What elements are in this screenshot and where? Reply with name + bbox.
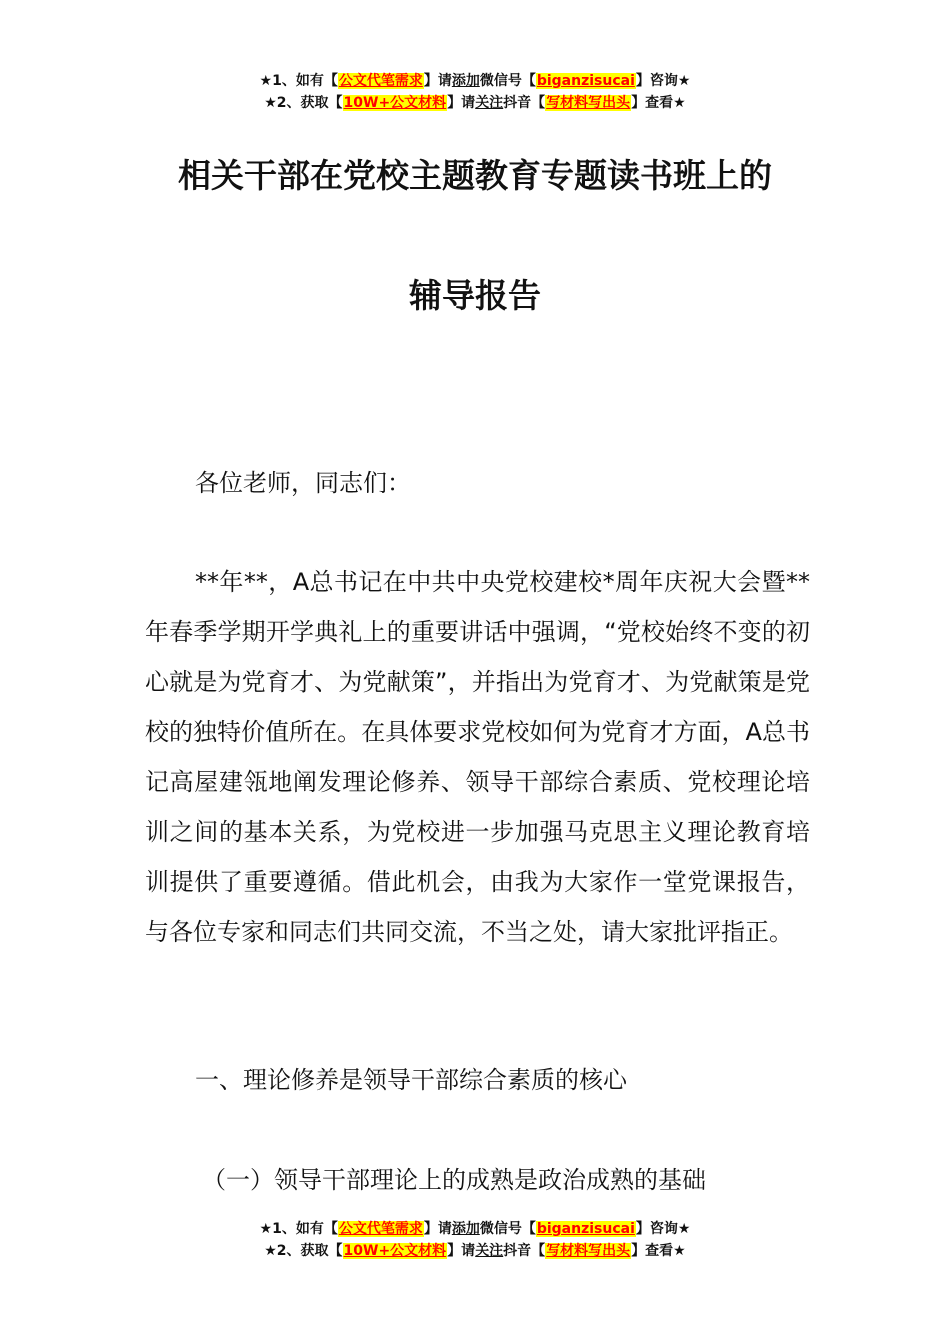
banner-line-2 bbox=[0, 92, 950, 114]
banner-text: ★2、获取【 bbox=[264, 1243, 343, 1259]
header-banner bbox=[0, 70, 950, 114]
banner-highlight: 公文代笔需求 bbox=[338, 73, 423, 89]
greeting: 各位老师，同志们： bbox=[195, 469, 411, 497]
footer-banner bbox=[0, 1218, 950, 1262]
body-paragraph: **年**，A总书记在中共中央党校建校*周年庆祝大会暨**年春季学期开学典礼上的重要讲话中强调，“党校始终不变的初心就是为党育才、为党献策”，并指出为党育才、为党献策是党校的独特价值所在。在具体要求党校如何为党育才方面，A总书记高屋建瓴地阐发理论修养、领导干部综合素质、党校理论培训之间的基本关系，为党校进一步加强马克思主义理论教育培训提供了重要遵循。借此机会，由我为大家作一堂党课报告，与各位专家和同志们共同交流，不当之处，请大家批评指正。 bbox=[145, 568, 810, 946]
banner-line-1 bbox=[0, 1218, 950, 1240]
banner-text: 】咨询★ bbox=[635, 1221, 691, 1237]
banner-line-2 bbox=[0, 1240, 950, 1262]
banner-text: ★2、获取【 bbox=[264, 95, 343, 111]
banner-underlined: 关注 bbox=[475, 95, 504, 111]
banner-highlight: 10W+公文材料 bbox=[343, 1243, 447, 1259]
document-title-line-2: 辅导报告 bbox=[409, 276, 541, 315]
banner-highlight: biganzisucai bbox=[536, 1221, 635, 1237]
banner-text: 】查看★ bbox=[631, 1243, 686, 1259]
banner-line-1 bbox=[0, 70, 950, 92]
banner-text: 微信号【 bbox=[479, 73, 536, 89]
banner-text: 】咨询★ bbox=[635, 73, 691, 89]
banner-text: 微信号【 bbox=[479, 1221, 536, 1237]
banner-underlined: 关注 bbox=[475, 1243, 504, 1259]
banner-text: ★1、如有【 bbox=[259, 73, 338, 89]
banner-underlined: 添加 bbox=[451, 73, 480, 89]
banner-text: 】请 bbox=[423, 1221, 452, 1237]
banner-text: 】查看★ bbox=[631, 95, 686, 111]
banner-highlight: biganzisucai bbox=[536, 73, 635, 89]
section-heading: 一、理论修养是领导干部综合素质的核心 bbox=[195, 1066, 627, 1094]
banner-highlight: 写材料写出头 bbox=[546, 95, 631, 111]
banner-highlight: 10W+公文材料 bbox=[343, 95, 447, 111]
banner-text: 】请 bbox=[423, 73, 452, 89]
banner-text: 抖音【 bbox=[503, 95, 546, 111]
document-title-line-1: 相关干部在党校主题教育专题读书班上的 bbox=[178, 156, 772, 195]
banner-text: 】请 bbox=[447, 1243, 476, 1259]
banner-text: 抖音【 bbox=[503, 1243, 546, 1259]
banner-highlight: 写材料写出头 bbox=[546, 1243, 631, 1259]
subsection-heading: （一）领导干部理论上的成熟是政治成熟的基础 bbox=[202, 1166, 706, 1194]
banner-underlined: 添加 bbox=[451, 1221, 480, 1237]
banner-text: 】请 bbox=[447, 95, 476, 111]
banner-text: ★1、如有【 bbox=[259, 1221, 338, 1237]
banner-highlight: 公文代笔需求 bbox=[338, 1221, 423, 1237]
